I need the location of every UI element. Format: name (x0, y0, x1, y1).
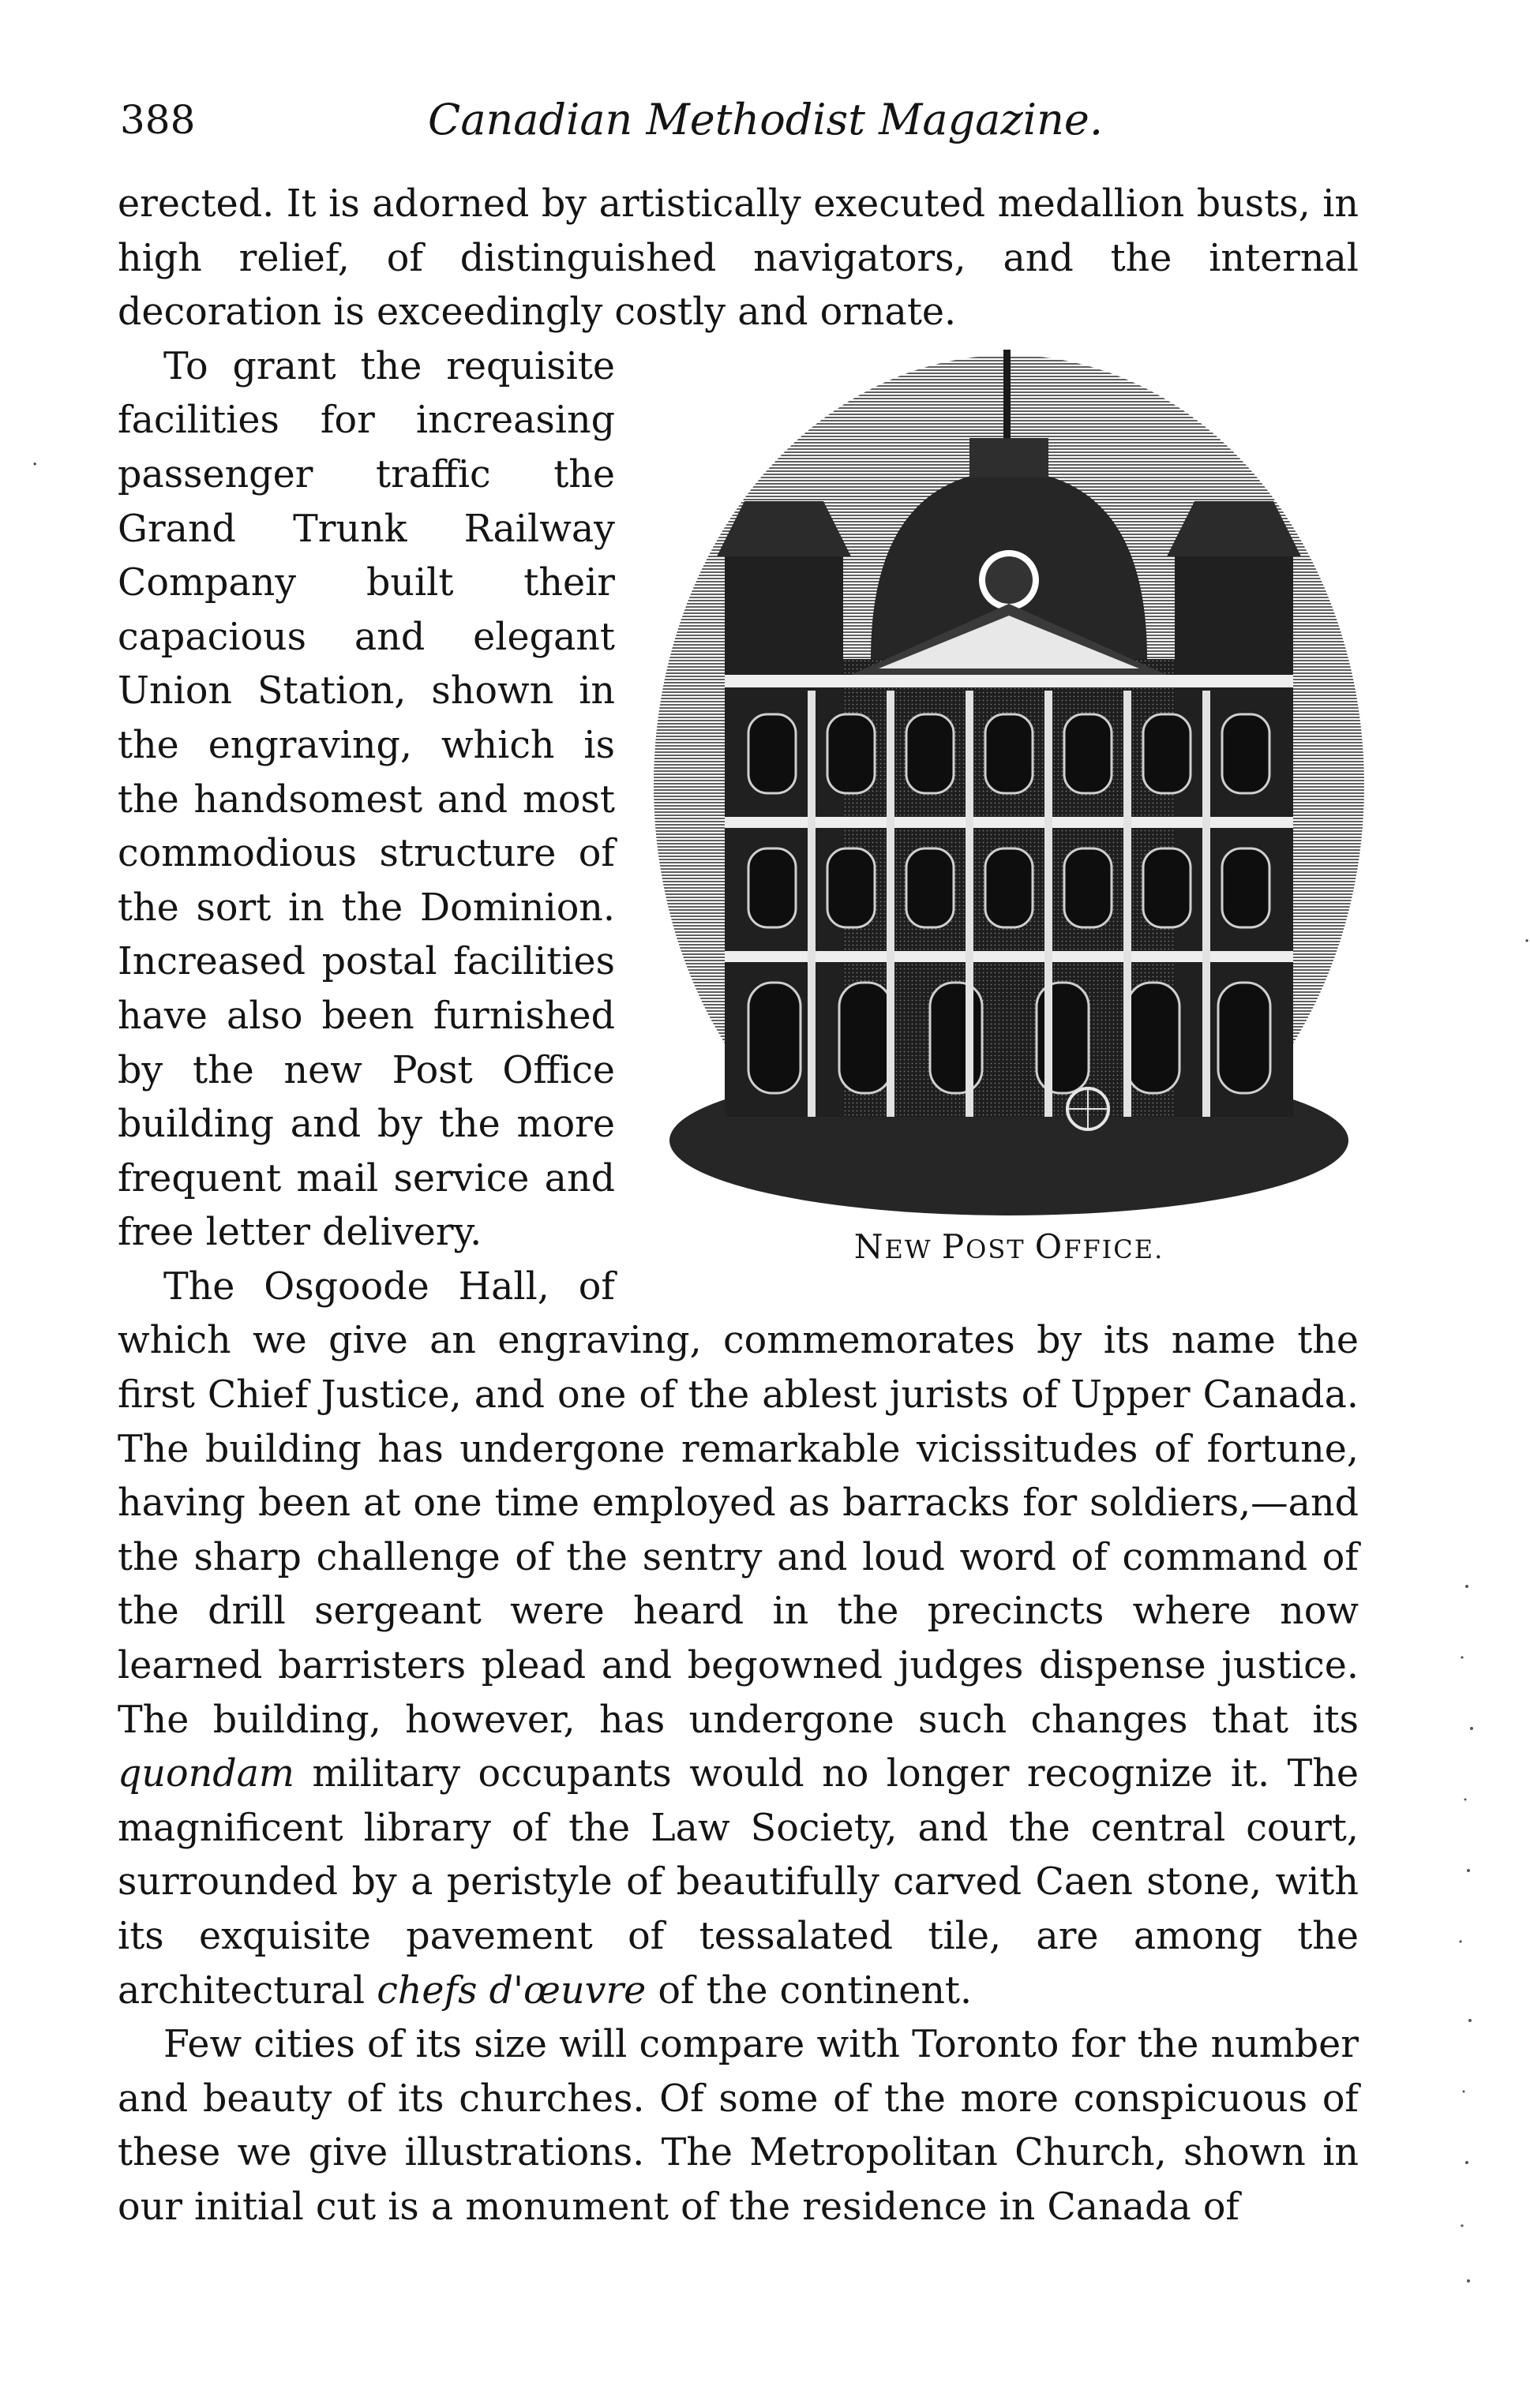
running-title: Canadian Methodist Magazine. (428, 95, 1103, 144)
page-header (120, 88, 1356, 152)
figure-new-post-office (650, 343, 1368, 1283)
stray-mark: · (1524, 930, 1530, 953)
paragraph-3: The Osgoode Hall, of which we give an engraving, commemorates by its name the first Chief Justice, and one of the ablest jurists of Upper Canada. The building has undergone remarkable vicissitudes of fortune, having been at one time employed as barracks for soldiers,—and the sharp challenge of the sentry and loud word of command of the drill sergeant were heard in the precincts where now learned barristers plead and begowned judges dispense justice. The building, however, has undergone such changes that its quondam military occupants would no longer recognize it. The magnificent library of the Law Society, and the central court, surrounded by a peristyle of beautifully carved Caen stone, with its exquisite pavement of tessalated tile, are among the architectural chefs d'œuvre of the continent. (118, 1264, 1359, 2013)
page-body (118, 178, 1359, 2235)
page-number: 388 (120, 97, 196, 143)
paragraph-1: erected. It is adorned by artistically executed medallion busts, in high relief, of distinguished navigators, and the internal decoration is exceedingly costly and ornate. (118, 182, 1359, 335)
paragraph-4: Few cities of its size will compare with Toronto for the number and beauty of its churches. Of some of the more conspicuous of these we give illustrations. The Metropolitan Church, shown in our initial cut is a monument of the residence in Canada of (118, 2023, 1359, 2229)
figure-caption: NEW POST OFFICE. (853, 1226, 1164, 1266)
stray-mark: · (32, 453, 39, 477)
margin-specks (1451, 1547, 1483, 2336)
paragraph-2: To grant the requisite facilities for increasing passenger traffic the Grand Trunk Railway Company built their capacious and elegant Union Station, shown in the engraving, which is the handsomest and most commodious structure of the sort in the Dominion. Increased postal facilities have also been furnished by the new Post Office building and by the more frequent mail service and free letter delivery. (118, 344, 615, 1255)
post-office-engraving (650, 343, 1368, 1219)
